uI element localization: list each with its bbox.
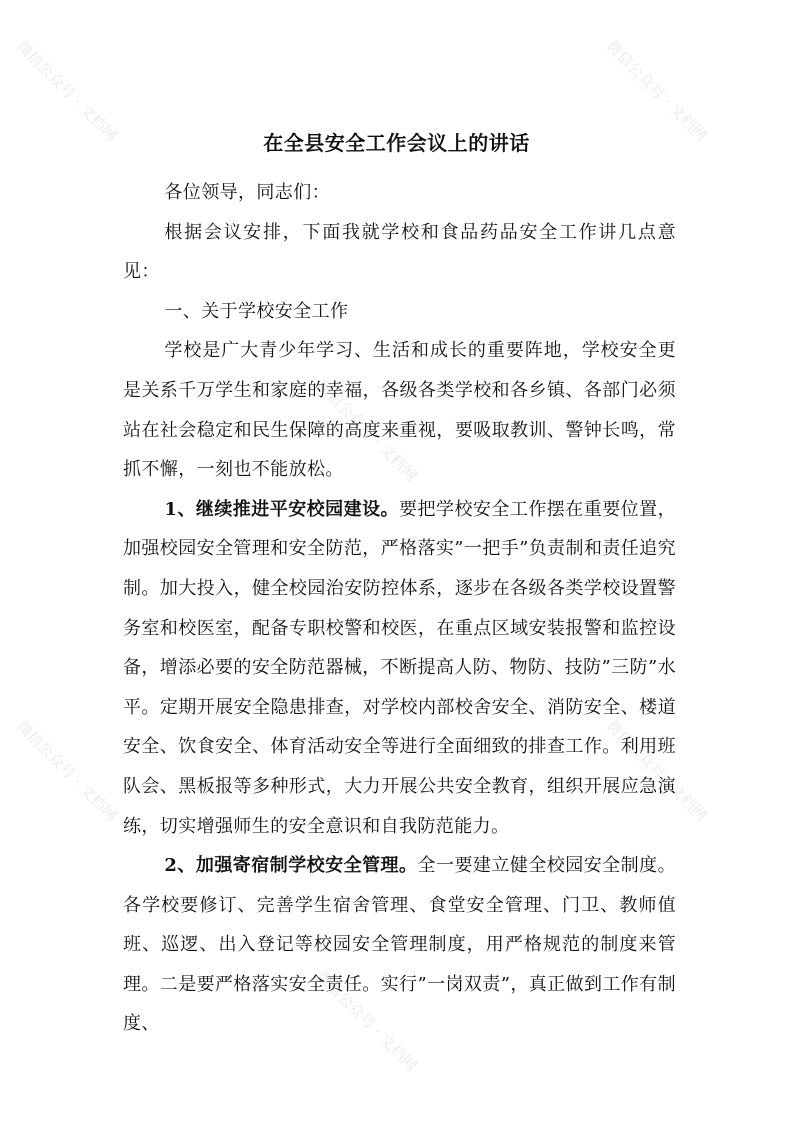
- item-1: [123, 490, 676, 846]
- item-2-body: 全一要建立健全校园安全制度。各学校要修订、完善学生宿舍管理、食堂安全管理、门卫、教师值班、巡逻、出入登记等校园安全管理制度，用严格规范的制度来管理。二是要严格落实安全责任。实行”一岗双责”，真正做到工作有制度、: [123, 855, 677, 1035]
- watermark: 微信公众号 · 文档网: [12, 37, 121, 145]
- greeting: 各位领导，同志们：: [164, 182, 330, 203]
- paragraph-1: 学校是广大青少年学习、生活和成长的重要阵地，学校安全更是关系千万学生和家庭的幸福，各级各类学校和各乡镇、各部门必须站在社会稳定和民生保障的高度来重视，要吸取教训、警钟长鸣，常抓不懈，一刻也不能放松。: [123, 340, 676, 481]
- item-2: [123, 846, 676, 1044]
- watermark: 微信公众号 · 文档网: [602, 37, 711, 145]
- item-2-lead: 2、加强寄宿制学校安全管理。: [164, 855, 418, 877]
- item-1-lead: 1、继续推进平安校园建设。: [164, 498, 400, 520]
- watermark: 微信公众号 · 文档网: [312, 967, 421, 1075]
- watermark: 微信公众号 · 文档网: [602, 717, 711, 825]
- document-title: 在全县安全工作会议上的讲话: [263, 131, 530, 155]
- intro-paragraph: 根据会议安排，下面我就学校和食品药品安全工作讲几点意见：: [123, 221, 676, 283]
- watermark: 微信公众号 · 文档网: [312, 377, 421, 485]
- section-heading: 一、关于学校安全工作: [164, 300, 349, 322]
- document-body: [123, 173, 676, 1044]
- watermark: 微信公众号 · 文档网: [12, 717, 121, 825]
- item-1-body: 要把学校安全工作摆在重要位置，加强校园安全管理和安全防范，严格落实”一把手”负责制和责任追究制。加大投入，健全校园治安防控体系，逐步在各级各类学校设置警务室和校医室，配备专职校警和校医，在重点区域安装报警和监控设备，增添必要的安全防范器械，不断提高人防、物防、技防”三防”水平。定期开展安全隐患排查，对学校内部校舍安全、消防安全、楼道安全、饮食安全、体育活动安全等进行全面细致的排查工作。利用班队会、黑板报等多种形式，大力开展公共安全教育，组织开展应急演练，切实增强师生的安全意识和自我防范能力。: [123, 498, 677, 837]
